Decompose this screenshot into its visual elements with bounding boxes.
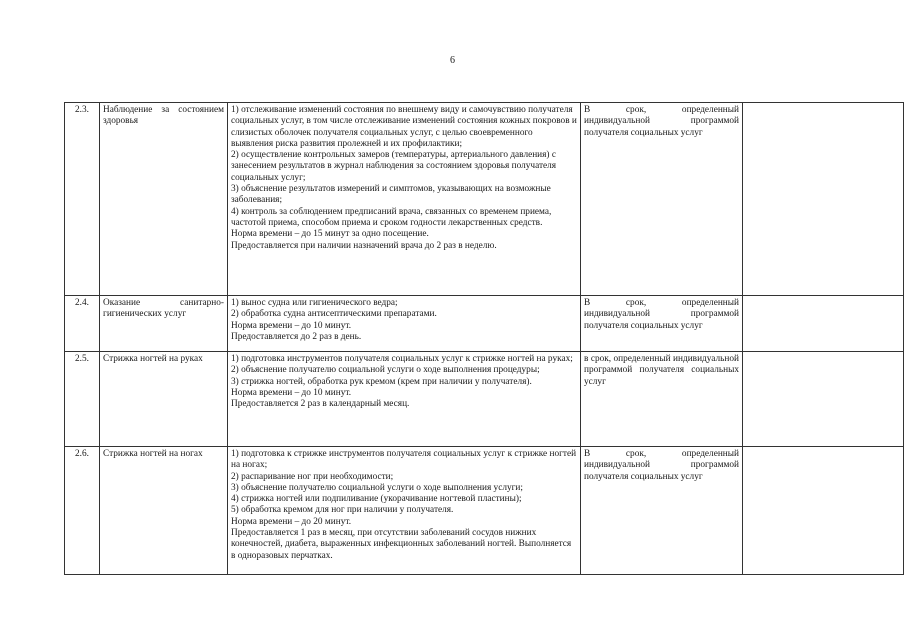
table-row [65,352,904,447]
content-line: Норма времени – до 10 минут. [231,387,352,398]
content-line: Предоставляется до 2 раз в день. [231,331,362,342]
empty-cell [743,447,904,575]
content-line: 2) обработка судна антисептическими препаратами. [231,309,437,320]
service-name: Наблюдение за состоянием здоровья [100,103,228,296]
content-line: 2) объяснение получателю социальной услуги о ходе выполнения процедуры; [231,365,540,376]
service-content [228,103,581,296]
content-line: Норма времени – до 15 минут за одно посещение. [231,229,429,240]
table-row [65,103,904,296]
content-line: 3) стрижка ногтей, обработка рук кремом (крем при наличии у получателя). [231,376,532,387]
content-line: 1) вынос судна или гигиенического ведра; [231,298,398,308]
content-line: 5) обработка кремом для ног при наличии у получателя. [231,505,454,516]
service-name: Оказание санитарно-гигиенических услуг [100,296,228,352]
content-line: Предоставляется 2 раз в календарный месяц. [231,399,410,410]
service-name: Стрижка ногтей на ногах [100,447,228,575]
empty-cell [743,296,904,352]
content-line: Предоставляется при наличии назначений врача до 2 раз в неделю. [231,240,497,251]
content-line: 1) отслеживание изменений состояния по внешнему виду и самочувствию получателя социальных услуг, в том числе отслеживание изменений состояния кожных покровов и слизистых оболочек получателя социальных услуг, с целью своевременного выявления риска развития пролежней и их профилактики; [231,105,577,149]
table-row [65,296,904,352]
service-name: Стрижка ногтей на руках [100,352,228,447]
empty-cell [743,352,904,447]
table-row [65,447,904,575]
content-line: 2) осуществление контрольных замеров (температуры, артериального давления) с занесением результатов в журнал наблюдения за состоянием здоровья получателя социальных услуг; [231,150,557,183]
service-term: В срок, определенный индивидуальной программой получателя социальных услуг [581,447,743,575]
content-line: 3) объяснение результатов измерений и симптомов, указывающих на возможные заболевания; [231,184,551,206]
page-number: 6 [450,55,455,66]
service-term: В срок, определенный индивидуальной программой получателя социальных услуг [581,296,743,352]
content-line: 4) контроль за соблюдением предписаний врача, связанных со временем приема, частотой приема, способом приема и сроком годности лекарственных средств. [231,206,552,228]
services-table [64,102,904,575]
empty-cell [743,103,904,296]
content-line: Норма времени – до 20 минут. [231,516,352,527]
row-number: 2.3. [65,103,100,296]
content-line: 3) объяснение получателю социальной услуги о ходе выполнения услуги; [231,482,523,493]
row-number: 2.4. [65,296,100,352]
content-line: 1) подготовка инструментов получателя социальных услуг к стрижке ногтей на руках; [231,354,573,364]
service-content [228,352,581,447]
row-number: 2.6. [65,447,100,575]
content-line: Норма времени – до 10 минут. [231,320,352,331]
service-content [228,447,581,575]
service-content [228,296,581,352]
content-line: 1) подготовка к стрижке инструментов получателя социальных услуг к стрижке ногтей на ногах; [231,449,577,471]
content-line: 2) распаривание ног при необходимости; [231,471,394,482]
content-line: Предоставляется 1 раз в месяц, при отсутствии заболеваний сосудов нижних конечностей, диабета, выраженных инфекционных заболеваний ногтей. Выполняется в одноразовых перчатках. [231,528,572,561]
service-term: В срок, определенный индивидуальной программой получателя социальных услуг [581,103,743,296]
row-number: 2.5. [65,352,100,447]
service-term: в срок, определенный индивидуальной программой получателя социальных услуг [581,352,743,447]
content-line: 4) стрижка ногтей или подпиливание (укорачивание ногтевой пластины); [231,494,522,505]
